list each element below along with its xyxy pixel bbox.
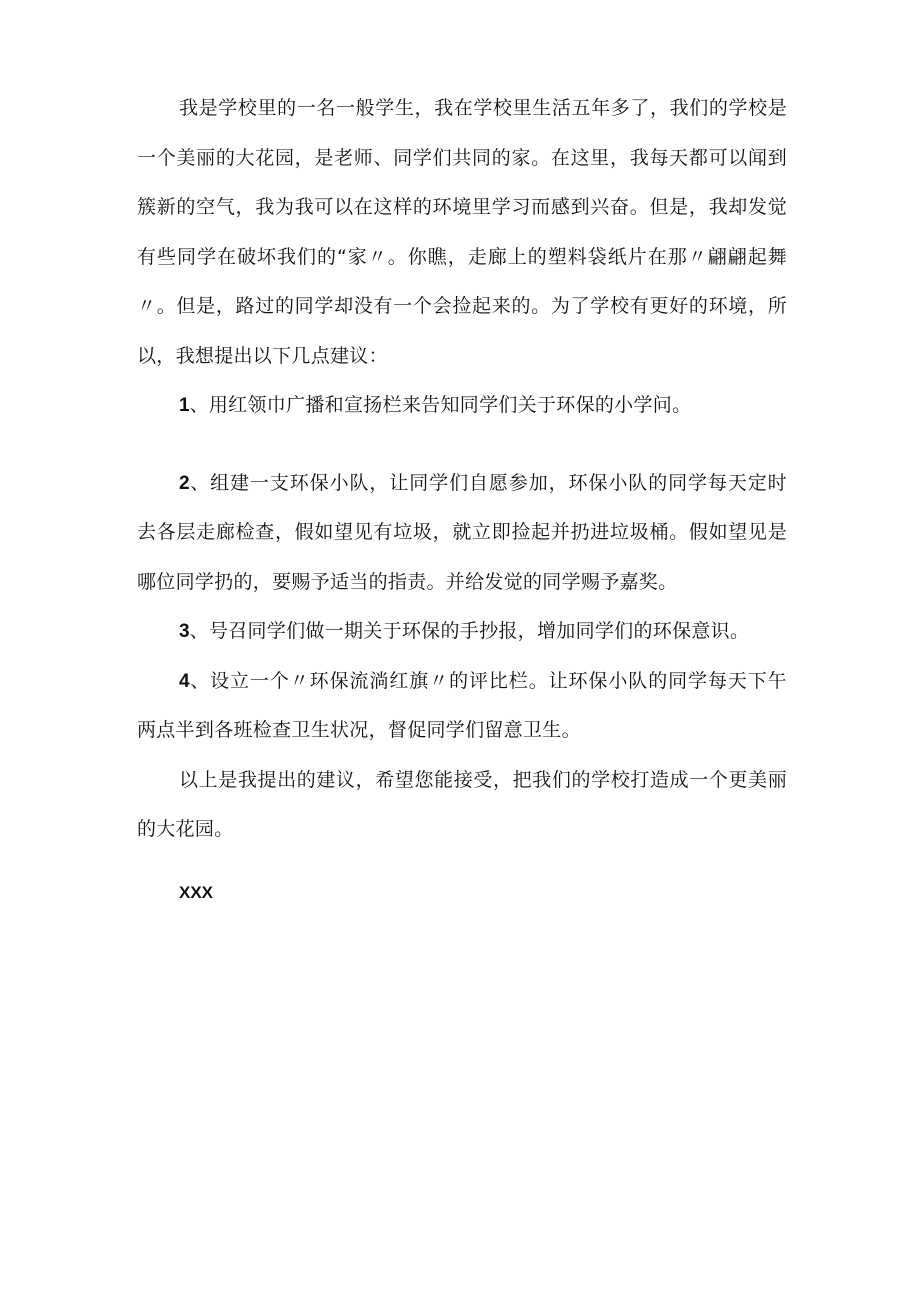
suggestion-2 [137, 459, 787, 608]
suggestion-4-text: 、设立一个〃环保流淌红旗〃的评比栏。让环保小队的同学每天下午两点半到各班检查卫生状况，督促同学们留意卫生。 [137, 669, 787, 741]
suggestion-1 [137, 381, 787, 431]
signature: XXX [179, 882, 214, 902]
letter-body [137, 84, 787, 913]
intro-paragraph: 我是学校里的一名一般学生，我在学校里生活五年多了，我们的学校是一个美丽的大花园，是老师、同学们共同的家。在这里，我每天都可以闻到簇新的空气，我为我可以在这样的环境里学习而感到兴奋。但是，我却发觉有些同学在破坏我们的“家〃。你瞧，走廊上的塑料袋纸片在那〃翩翩起舞〃。但是，路过的同学却没有一个会捡起来的。为了学校有更好的环境，所以，我想提出以下几点建议： [137, 97, 787, 367]
suggestion-3-text: 、号召同学们做一期关于环保的手抄报，增加同学们的环保意识。 [189, 620, 750, 642]
suggestion-3-number: 3 [179, 621, 190, 642]
suggestion-4 [137, 657, 787, 756]
suggestion-3 [137, 607, 787, 657]
suggestion-2-text: 、组建一支环保小队，让同学们自愿参加，环保小队的同学每天定时去各层走廊检查，假如望见有垃圾，就立即捡起并扔进垃圾桶。假如望见是哪位同学扔的，要赐予适当的指责。并给发觉的同学赐予嘉奖。 [137, 471, 787, 593]
suggestion-2-number: 2 [179, 472, 190, 494]
suggestion-1-text: 、用红领巾广播和宣扬栏来告知同学们关于环保的小学问。 [189, 394, 692, 416]
closing-paragraph: 以上是我提出的建议，希望您能接受，把我们的学校打造成一个更美丽的大花园。 [137, 768, 787, 840]
suggestion-1-number: 1 [179, 395, 190, 416]
suggestion-4-number: 4 [179, 670, 190, 692]
